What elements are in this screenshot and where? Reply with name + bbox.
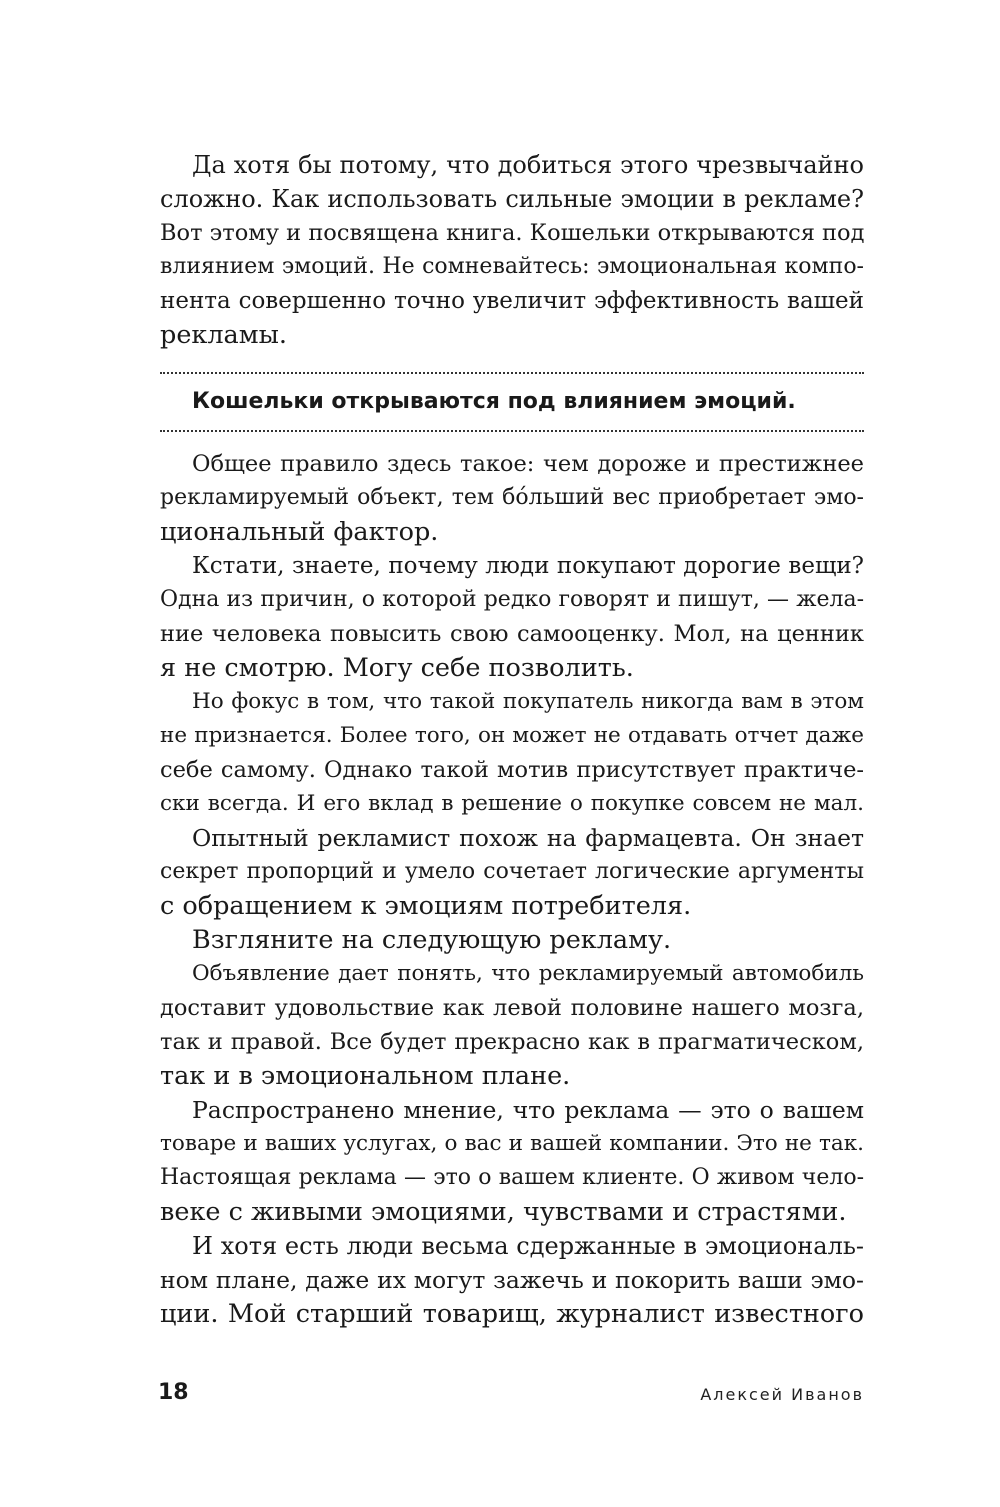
text-line: нента совершенно точно увеличит эффективность вашей — [160, 288, 864, 314]
text-line: циональный фактор. — [160, 517, 439, 547]
text-line: сложно. Как использовать сильные эмоции в рекламе? — [160, 185, 864, 213]
text-line: так и правой. Все будет прекрасно как в прагматическом, — [160, 1029, 864, 1055]
text-line: товаре и ваших услугах, о вас и вашей компании. Это не так. — [160, 1131, 864, 1156]
text-line: доставит удовольствие как левой половине нашего мозга, — [160, 995, 864, 1021]
text-line: Взгляните на следующую рекламу. — [192, 925, 672, 955]
body-text-main — [160, 447, 864, 1331]
page-number: 18 — [158, 1380, 189, 1405]
text-line: ние человека повысить свою самооценку. Мол, на ценник — [160, 621, 864, 647]
text-line: веке с живыми эмоциями, чувствами и страстями. — [160, 1197, 847, 1227]
text-line: с обращением к эмоциям потребителя. — [160, 891, 692, 921]
text-line: себе самому. Однако такой мотив присутствует практиче- — [160, 757, 864, 783]
text-line: секрет пропорций и умело сочетает логические аргументы — [160, 859, 864, 884]
text-line: рекламируемый объект, тем бо́льший вес приобретает эмо- — [160, 485, 864, 510]
text-line: Да хотя бы потому, что добиться этого чрезвычайно — [192, 151, 864, 179]
text-line: Вот этому и посвящена книга. Кошельки открываются под — [160, 220, 865, 246]
text-line: Кстати, знаете, почему люди покупают дорогие вещи? — [192, 553, 864, 579]
text-line: Опытный рекламист похож на фармацевта. Он знает — [192, 824, 864, 852]
callout-quote: Кошельки открываются под влиянием эмоций. — [192, 389, 796, 414]
text-line: влиянием эмоций. Не сомневайтесь: эмоциональная компо- — [160, 254, 864, 279]
body-text-top — [160, 148, 864, 352]
callout-rule-bottom — [160, 430, 864, 432]
text-line: Настоящая реклама — это о вашем клиенте. О живом чело- — [160, 1165, 864, 1190]
text-line: я не смотрю. Могу себе позволить. — [160, 653, 634, 683]
text-line: Общее правило здесь такое: чем дороже и престижнее — [192, 451, 864, 477]
text-line: ски всегда. И его вклад в решение о покупке совсем не мал. — [160, 791, 864, 816]
callout-rule-top — [160, 372, 864, 374]
text-line: рекламы. — [160, 320, 287, 350]
text-line: И хотя есть люди весьма сдержанные в эмоциональ- — [192, 1232, 864, 1260]
text-line: ции. Мой старший товарищ, журналист известного — [160, 1299, 864, 1329]
text-line: Одна из причин, о которой редко говорят и пишут, — жела- — [160, 587, 864, 612]
text-line: Объявление дает понять, что рекламируемый автомобиль — [192, 961, 864, 986]
text-line: ном плане, даже их могут зажечь и покорить ваши эмо- — [160, 1266, 864, 1294]
running-head-author: Алексей Иванов — [700, 1385, 864, 1404]
text-line: не признается. Более того, он может не отдавать отчет даже — [160, 723, 864, 748]
text-line: Но фокус в том, что такой покупатель никогда вам в этом — [192, 689, 864, 714]
text-line: Распространено мнение, что реклама — это о вашем — [192, 1096, 864, 1124]
text-line: так и в эмоциональном плане. — [160, 1061, 571, 1091]
